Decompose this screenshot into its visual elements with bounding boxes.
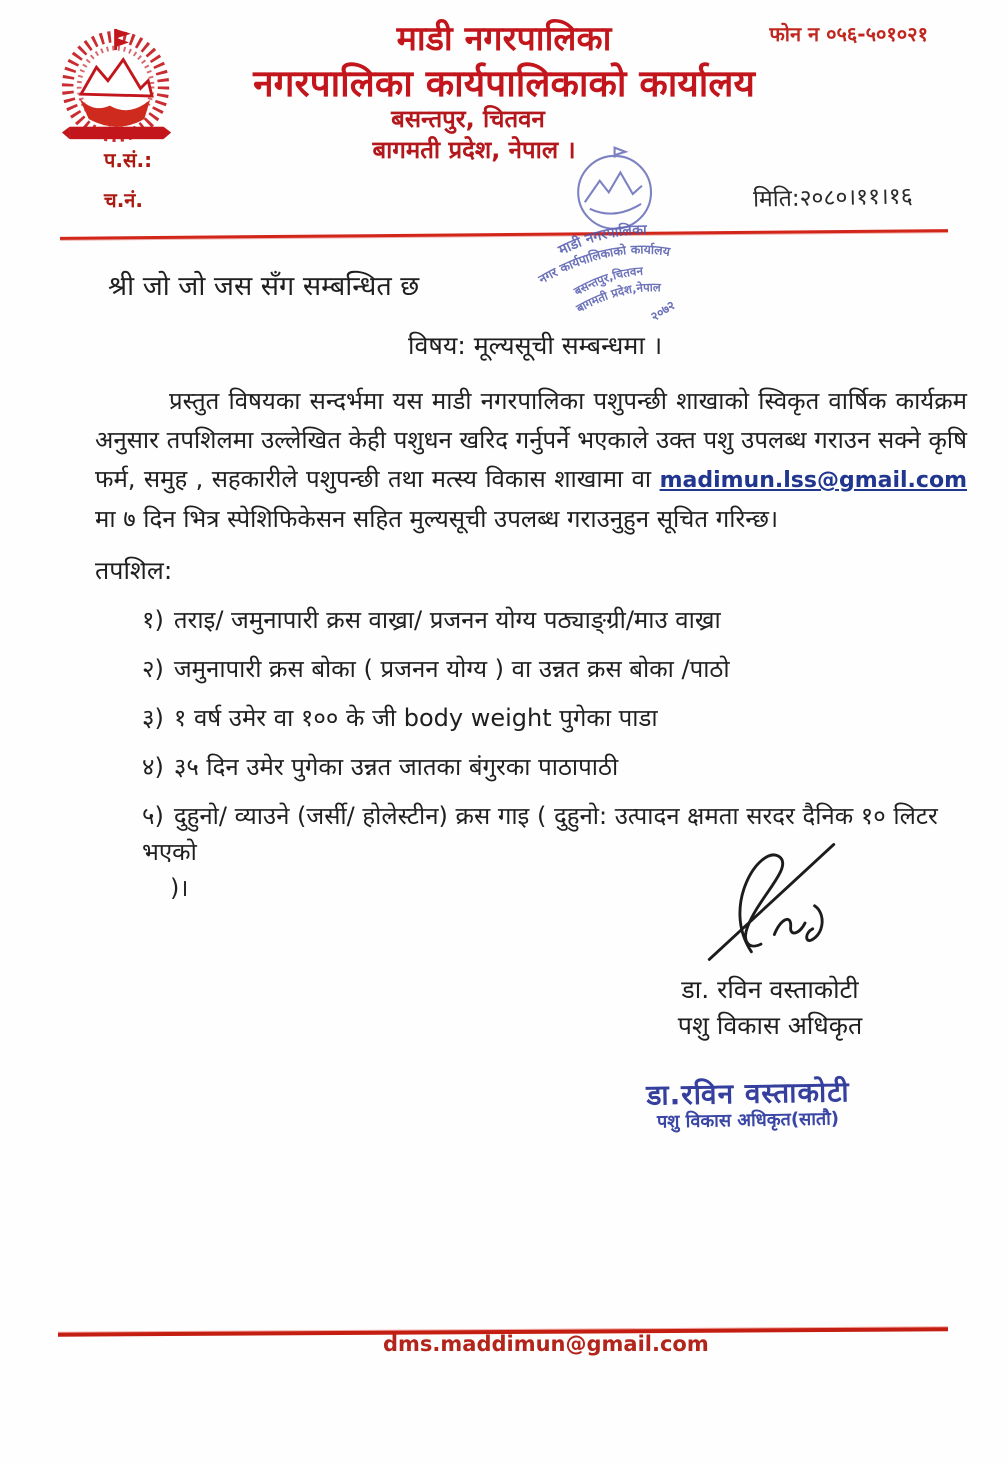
salutation: श्री जो जो जस सँग सम्बन्धित छ <box>108 271 420 302</box>
address-line-2: बागमती प्रदेश, नेपाल । <box>372 136 576 164</box>
item-number: २) <box>142 655 164 683</box>
item-text: ३५ दिन उमेर पुगेका उन्नत जातका बंगुरका पाठापाठी <box>173 753 619 781</box>
name-stamp-name: डा.रविन वस्ताकोटी <box>646 1075 850 1112</box>
footer-email: dms.maddimun@gmail.com <box>383 1332 709 1356</box>
ref-number-label: प.सं.: <box>104 148 153 172</box>
item-number: ५) <box>142 802 164 830</box>
signatory-title: पशु विकास अधिकृत <box>677 1011 863 1040</box>
header-separator-line <box>60 229 948 240</box>
phone-number: फोन न ०५६-५०१०२१ <box>769 22 928 46</box>
stamp-text-4: बागमती प्रदेश,नेपाल <box>573 280 662 316</box>
org-name: माडी नगरपालिका <box>396 19 612 59</box>
list-item <box>142 651 982 687</box>
subject-line: विषय: मूल्यसूची सम्बन्धमा । <box>408 331 663 360</box>
item-text: तराइ/ जमुनापारी क्रस वाख्रा/ प्रजनन योग्य पठ्याङ्ग्री/माउ वाख्रा <box>173 606 721 634</box>
list-item <box>142 602 982 638</box>
dispatch-number-label: च.नं. <box>104 188 143 212</box>
address-line-1: बसन्तपुर, चितवन <box>391 105 545 133</box>
item-number: ३) <box>142 704 164 732</box>
stamp-emblem-ring <box>578 156 651 229</box>
stamp-text-1: माडी नगरपालिका <box>556 222 647 259</box>
list-item <box>142 749 982 785</box>
item-number: ४) <box>142 753 164 781</box>
handwritten-signature <box>692 838 874 964</box>
details-label: तपशिल: <box>95 556 173 585</box>
name-stamp-title: पशु विकास अधिकृत(सातौ) <box>656 1108 840 1133</box>
item-number: १) <box>142 606 164 634</box>
stamp-year: २०७२ <box>647 297 678 324</box>
letter-date: मिति:२०८०।११।१६ <box>752 183 913 213</box>
list-item <box>142 700 982 736</box>
item-text: जमुनापारी क्रस बोका ( प्रजनन योग्य ) वा उन्नत क्रस बोका /पाठो <box>173 655 730 683</box>
office-name: नगरपालिका कार्यपालिकाको कार्यालय <box>253 62 755 105</box>
item-text: १ वर्ष उमेर वा १०० के जी body weight पुगेका पाडा <box>173 704 658 732</box>
body-text-after-email: मा ७ दिन भित्र स्पेशिफिकेसन सहित मुल्यसूची उपलब्ध गराउनुहुन सूचित गरिन्छ। <box>95 505 779 533</box>
round-office-stamp <box>513 146 741 328</box>
body-text-before-email: प्रस्तुत विषयका सन्दर्भमा यस माडी नगरपालिका पशुपन्छी शाखाको स्विकृत वार्षिक कार्यक्रम अनुसार तपशिलमा उल्लेखित केही पशुधन खरिद गर्नुपर्ने भएकाले उक्त पशु उपलब्ध गराउन सक्ने कृषि फर्म, समुह , सहकारीले पशुपन्छी तथा मत्स्य विकास शाखामा वा <box>95 387 967 493</box>
item-text: दुहुनो/ व्याउने (जर्सी/ होलेस्टीन) क्रस गाइ ( दुहुनो: उत्पादन क्षमता सरदर दैनिक १० लिटर भएको <box>142 802 938 866</box>
body-paragraph <box>95 382 967 539</box>
signatory-name: डा. रविन वस्ताकोटी <box>681 975 859 1004</box>
stamp-text-3: बसन्तपुर,चितवन <box>571 263 644 299</box>
stamp-text-2: नगर कार्यपालिकाको कार्यालय <box>535 241 672 287</box>
contact-email: madimun.lss@gmail.com <box>659 468 967 493</box>
item-text-continuation: )। <box>170 874 189 902</box>
